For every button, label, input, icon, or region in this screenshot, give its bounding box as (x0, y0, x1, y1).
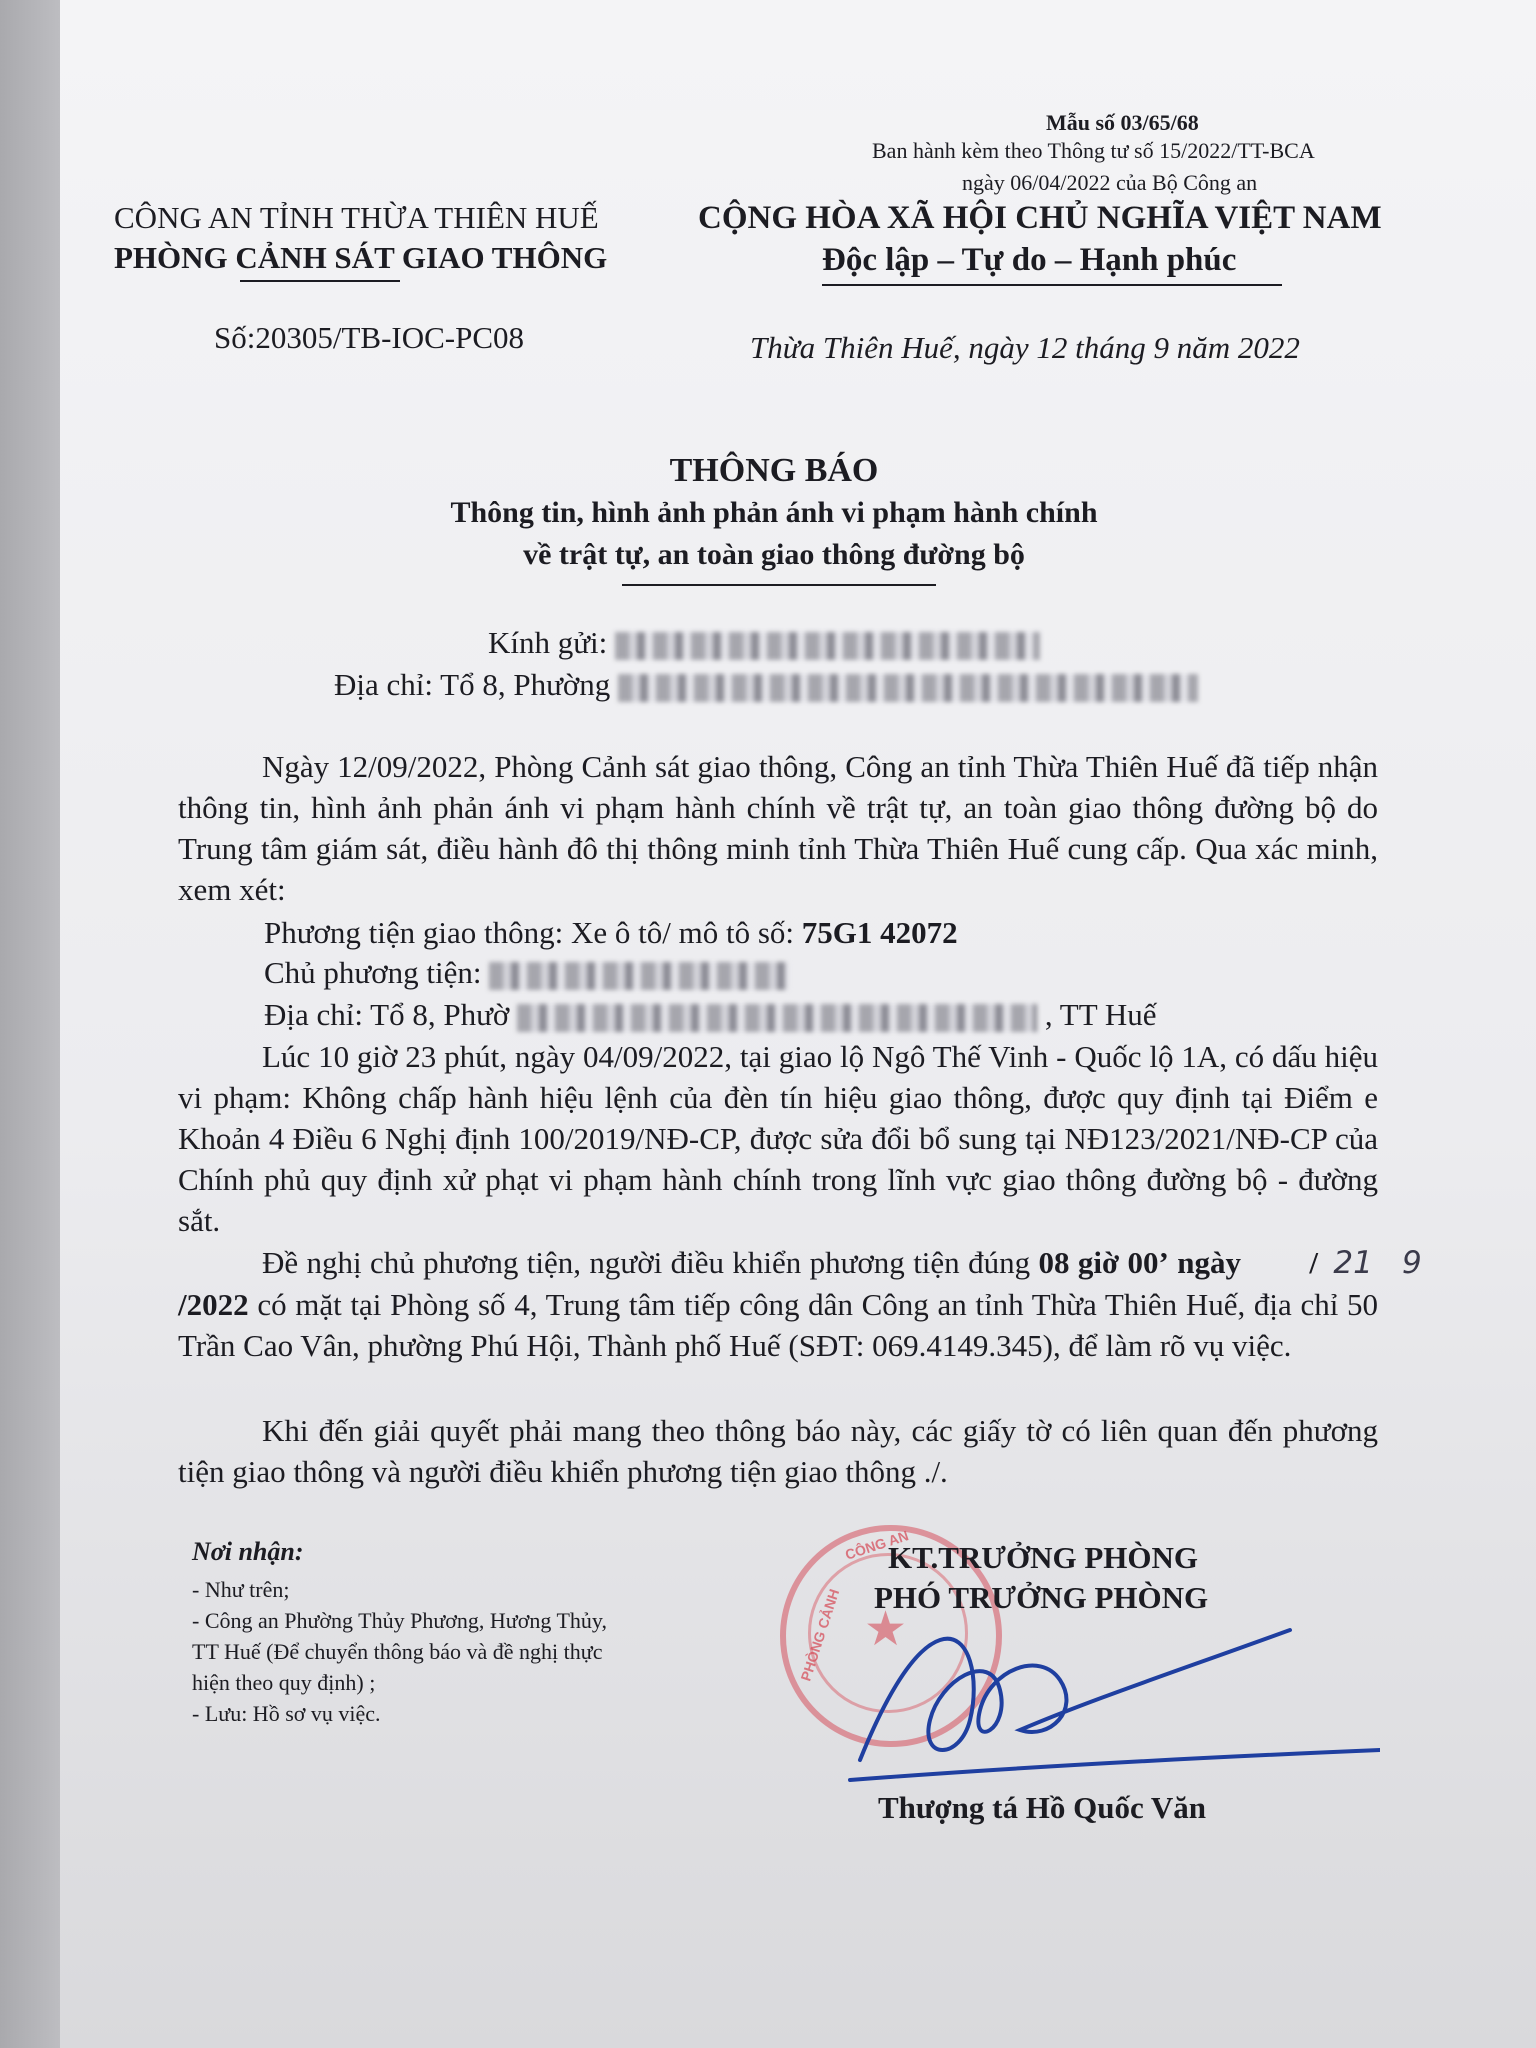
agency-line2: PHÒNG CẢNH SÁT GIAO THÔNG (114, 240, 608, 275)
place-date: Thừa Thiên Huế, ngày 12 tháng 9 năm 2022 (750, 330, 1300, 365)
stamp-star-icon: ★ (864, 1603, 908, 1656)
vehicle-line (264, 912, 958, 953)
p3-year: /2022 (178, 1287, 249, 1322)
stamp-text-top: CÔNG AN (843, 1527, 911, 1563)
paragraph-3: Đề nghị chủ phương tiện, người điều khiển phương tiện đúng 08 giờ 00’ ngày 21/ 9/2022 có mặt tại Phòng số 4, Trung tâm tiếp công dân Công an tỉnh Thừa Thiên Huế, địa chỉ 50 Trần Cao Vân, phường Phú Hội, Thành phố Huế (SĐT: 069.4149.345), để làm rõ vụ việc. (178, 1245, 1422, 1363)
redacted-recipient (615, 632, 1040, 660)
to-label: Kính gửi: (488, 625, 608, 660)
address-label: Địa chỉ: Tổ 8, Phường (334, 667, 611, 702)
stamp-text-left: PHÒNG CẢNH (797, 1587, 843, 1683)
owner-address-label: Địa chỉ: Tổ 8, Phườ (264, 997, 510, 1032)
recipient-item: TT Huế (Để chuyển thông báo và đề nghị thực (192, 1639, 603, 1664)
recipient-line (488, 622, 1040, 663)
paragraph-2: Lúc 10 giờ 23 phút, ngày 04/09/2022, tại giao lộ Ngô Thế Vinh - Quốc lộ 1A, có dấu hiệu vi phạm: Không chấp hành hiệu lệnh của đèn tín hiệu giao thông, được quy định tại Điểm e Khoản 4 Điều 6 Nghị định 100/2019/NĐ-CP, được sửa đổi bổ sung tại NĐ123/2021/NĐ-CP của Chính phủ quy định xử phạt vi phạm hành chính trong lĩnh vực giao thông đường bộ - đường sắt. (178, 1039, 1378, 1238)
redacted-owner (489, 962, 789, 990)
heading-underline (622, 584, 936, 586)
vehicle-plate: 75G1 42072 (801, 915, 958, 950)
document-subtitle-1: Thông tin, hình ảnh phản ánh vi phạm hành chính (450, 496, 1098, 529)
redacted-owner-address (517, 1004, 1037, 1032)
document-subtitle-2: về trật tự, an toàn giao thông đường bộ (523, 538, 1025, 571)
form-issued-date: ngày 06/04/2022 của Bộ Công an (962, 170, 1258, 195)
recipient-address-line (334, 664, 1198, 705)
recipient-item: hiện theo quy định) ; (192, 1670, 376, 1695)
paragraph-1: Ngày 12/09/2022, Phòng Cảnh sát giao thông, Công an tỉnh Thừa Thiên Huế đã tiếp nhận thông tin, hình ảnh phản ánh vi phạm hành chính về trật tự, an toàn giao thông đường bộ do Trung tâm giám sát, điều hành đô thị thông minh tỉnh Thừa Thiên Huế cung cấp. Qua xác minh, xem xét: (178, 749, 1378, 907)
form-issued-with: Ban hành kèm theo Thông tư số 15/2022/TT-BCA (872, 138, 1315, 163)
agency-line1: CÔNG AN TỈNH THỪA THIÊN HUẾ (114, 200, 599, 235)
vehicle-label: Phương tiện giao thông: Xe ô tô/ mô tô số: (264, 915, 795, 950)
handwritten-day: 21 (1333, 1245, 1373, 1281)
motto-underline (822, 284, 1282, 286)
recipient-item: - Công an Phường Thủy Phương, Hương Thủy, (192, 1608, 607, 1633)
nation-line1: CỘNG HÒA XÃ HỘI CHỦ NGHĨA VIỆT NAM (698, 200, 1382, 236)
owner-address-tail: , TT Huế (1044, 997, 1157, 1032)
signer-name: Thượng tá Hồ Quốc Văn (878, 1790, 1207, 1825)
p3-start: Đề nghị chủ phương tiện, người điều khiển phương tiện đúng (262, 1245, 1031, 1280)
form-number: Mẫu số 03/65/68 (1046, 110, 1199, 135)
owner-address-line (264, 994, 1156, 1035)
nation-motto: Độc lập – Tự do – Hạnh phúc (822, 242, 1237, 278)
owner-label: Chủ phương tiện: (264, 955, 482, 990)
document-title: THÔNG BÁO (669, 452, 879, 489)
handwritten-signature (820, 1610, 1380, 1790)
handwritten-month: 9 (1402, 1245, 1422, 1281)
recipients-title: Nơi nhận: (192, 1537, 304, 1566)
owner-line (264, 952, 789, 993)
p3-time: 08 giờ 00’ (1038, 1245, 1169, 1280)
p3-rest: có mặt tại Phòng số 4, Trung tâm tiếp công dân Công an tỉnh Thừa Thiên Huế, địa chỉ 50 Trần Cao Vân, phường Phú Hội, Thành phố Huế (SĐT: 069.4149.345), để làm rõ vụ việc. (178, 1287, 1379, 1363)
recipient-item: - Lưu: Hồ sơ vụ việc. (192, 1701, 381, 1726)
document-number: Số:20305/TB-IOC-PC08 (214, 320, 525, 355)
agency-underline (240, 280, 400, 282)
redacted-address (618, 674, 1198, 702)
paragraph-4: Khi đến giải quyết phải mang theo thông báo này, các giấy tờ có liên quan đến phương tiện giao thông và người điều khiển phương tiện giao thông ./. (178, 1413, 1378, 1489)
sign-title-2: PHÓ TRƯỞNG PHÒNG (874, 1580, 1209, 1615)
recipient-item: - Như trên; (192, 1577, 290, 1602)
p3-day-label: ngày (1177, 1245, 1241, 1280)
sign-title-1: KT.TRƯỞNG PHÒNG (888, 1540, 1198, 1575)
